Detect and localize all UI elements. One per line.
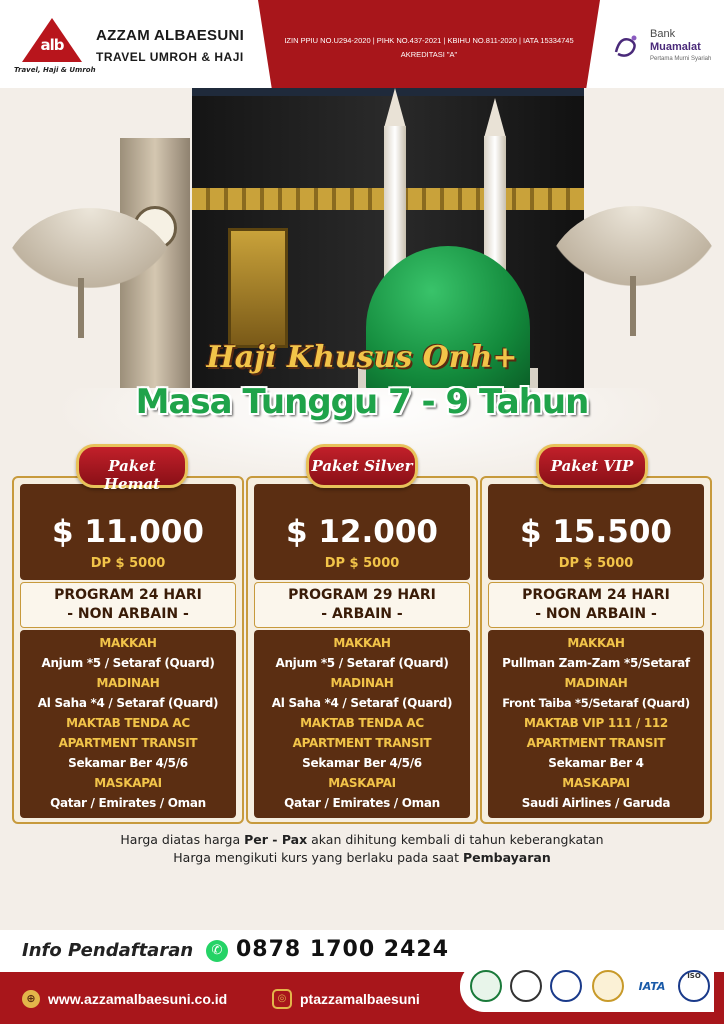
bank-muamalat-icon [610, 30, 644, 60]
instagram-handle[interactable]: ptazzamalbaesuni [300, 991, 420, 1007]
company-logo[interactable] [14, 18, 96, 80]
license-text: IZIN PPIU NO.U294-2020 | PIHK NO.437-2021 | KBIHU NO.811-2020 | IATA 15334745 [284, 36, 574, 45]
program-duration: PROGRAM 24 HARI [54, 587, 202, 603]
logo-tagline: Travel, Haji & Umroh [14, 66, 96, 74]
package-down-payment: DP $ 5000 [324, 556, 400, 571]
apartment-transit: APARTMENT TRANSIT [292, 736, 432, 750]
bank-tagline: Pertama Murni Syariah [650, 56, 712, 62]
price-box [254, 484, 470, 580]
bank-label: Bank [650, 28, 676, 40]
airline-options: Qatar / Emirates / Oman [284, 796, 440, 810]
asita-seal-icon [550, 970, 582, 1002]
kaaba-door [228, 228, 288, 348]
package-down-payment: DP $ 5000 [90, 556, 166, 571]
price-box [488, 484, 704, 580]
program-type: - NON ARBAIN - [67, 606, 189, 622]
minaret-right-tip [484, 98, 506, 138]
package-down-payment: DP $ 5000 [558, 556, 634, 571]
maktab-vip: MAKTAB VIP 111 / 112 [524, 716, 668, 730]
airline-label: MASKAPAI [562, 776, 630, 790]
badge-paket-hemat [76, 444, 188, 493]
makkah-label: MAKKAH [333, 636, 391, 650]
umbrella-left-pole [78, 278, 84, 338]
detail-box [254, 630, 470, 818]
makkah-label: MAKKAH [99, 636, 157, 650]
accreditation-seal-icon [592, 970, 624, 1002]
package-card-vip[interactable] [480, 476, 712, 824]
website-link[interactable]: www.azzamalbaesuni.co.id [48, 991, 228, 1007]
room-sharing: Sekamar Ber 4/5/6 [68, 756, 188, 770]
madinah-label: MADINAH [96, 676, 160, 690]
maktab-tent: MAKTAB TENDA AC [66, 716, 190, 730]
brand-subtitle: TRAVEL UMROH & HAJI [96, 50, 244, 64]
registration-label: Info Pendaftaran [22, 940, 194, 961]
airline-label: MASKAPAI [94, 776, 162, 790]
badge-label: Paket Silver [311, 457, 413, 475]
accreditation-text: AKREDITASI "A" [400, 50, 458, 59]
logo-letters: alb [40, 36, 64, 54]
airline-options: Saudi Airlines / Garuda [521, 796, 671, 810]
umbrella-right-pole [630, 276, 636, 336]
headline-subtitle: Masa Tunggu 7 - 9 Tahun [135, 382, 589, 422]
headline-title: Haji Khusus Onh+ [206, 340, 518, 375]
note-text: Harga mengikuti kurs yang berlaku pada saat [173, 850, 463, 865]
phone-number[interactable]: 0878 1700 2424 [236, 937, 450, 962]
globe-icon: ⊕ [22, 990, 40, 1008]
package-price: $ 12.000 [286, 514, 438, 550]
association-seal-icon [510, 970, 542, 1002]
madinah-label: MADINAH [330, 676, 394, 690]
package-price: $ 11.000 [52, 514, 204, 550]
program-duration: PROGRAM 29 HARI [288, 587, 436, 603]
makkah-hotel: Pullman Zam-Zam *5/Setaraf [502, 656, 690, 670]
package-card-hemat[interactable] [12, 476, 244, 824]
makkah-hotel: Anjum *5 / Setaraf (Quard) [41, 656, 215, 670]
badge-paket-vip [536, 444, 648, 488]
badge-label: Paket Hemat [103, 457, 161, 493]
program-box [20, 582, 236, 628]
package-card-silver[interactable] [246, 476, 478, 824]
instagram-icon: ◎ [272, 989, 292, 1009]
brand-name: AZZAM ALBAESUNI [96, 27, 245, 44]
madinah-hotel: Al Saha *4 / Setaraf (Quard) [37, 696, 219, 710]
note-text: Harga diatas harga [120, 832, 245, 847]
program-type: - NON ARBAIN - [535, 606, 657, 622]
makkah-label: MAKKAH [567, 636, 625, 650]
note-emphasis: Pembayaran [462, 850, 551, 865]
detail-box [488, 630, 704, 818]
badge-label: Paket VIP [550, 457, 634, 475]
price-note [0, 832, 724, 847]
whatsapp-icon[interactable]: ✆ [206, 940, 228, 962]
airline-options: Qatar / Emirates / Oman [50, 796, 206, 810]
iata-logo: IATA [638, 980, 666, 993]
program-type: - ARBAIN - [321, 606, 403, 622]
exchange-rate-note [0, 850, 724, 865]
madinah-label: MADINAH [564, 676, 628, 690]
madinah-hotel: Front Taiba *5/Setaraf (Quard) [502, 696, 690, 710]
price-box [20, 484, 236, 580]
airline-label: MASKAPAI [328, 776, 396, 790]
kemenag-seal-icon [470, 970, 502, 1002]
room-sharing: Sekamar Ber 4 [548, 756, 644, 770]
apartment-transit: APARTMENT TRANSIT [526, 736, 666, 750]
note-emphasis: Per - Pax [244, 832, 308, 847]
bank-name: Muamalat [650, 41, 701, 53]
room-sharing: Sekamar Ber 4/5/6 [302, 756, 422, 770]
maktab-tent: MAKTAB TENDA AC [300, 716, 424, 730]
iso-seal-icon: ISO [678, 970, 710, 1002]
minaret-left-tip [384, 88, 406, 128]
detail-box [20, 630, 236, 818]
makkah-hotel: Anjum *5 / Setaraf (Quard) [275, 656, 449, 670]
program-box [254, 582, 470, 628]
package-price: $ 15.500 [520, 514, 672, 550]
apartment-transit: APARTMENT TRANSIT [58, 736, 198, 750]
note-text: akan dihitung kembali di tahun keberangkatan [307, 832, 604, 847]
madinah-hotel: Al Saha *4 / Setaraf (Quard) [271, 696, 453, 710]
program-box [488, 582, 704, 628]
badge-paket-silver [306, 444, 418, 488]
program-duration: PROGRAM 24 HARI [522, 587, 670, 603]
